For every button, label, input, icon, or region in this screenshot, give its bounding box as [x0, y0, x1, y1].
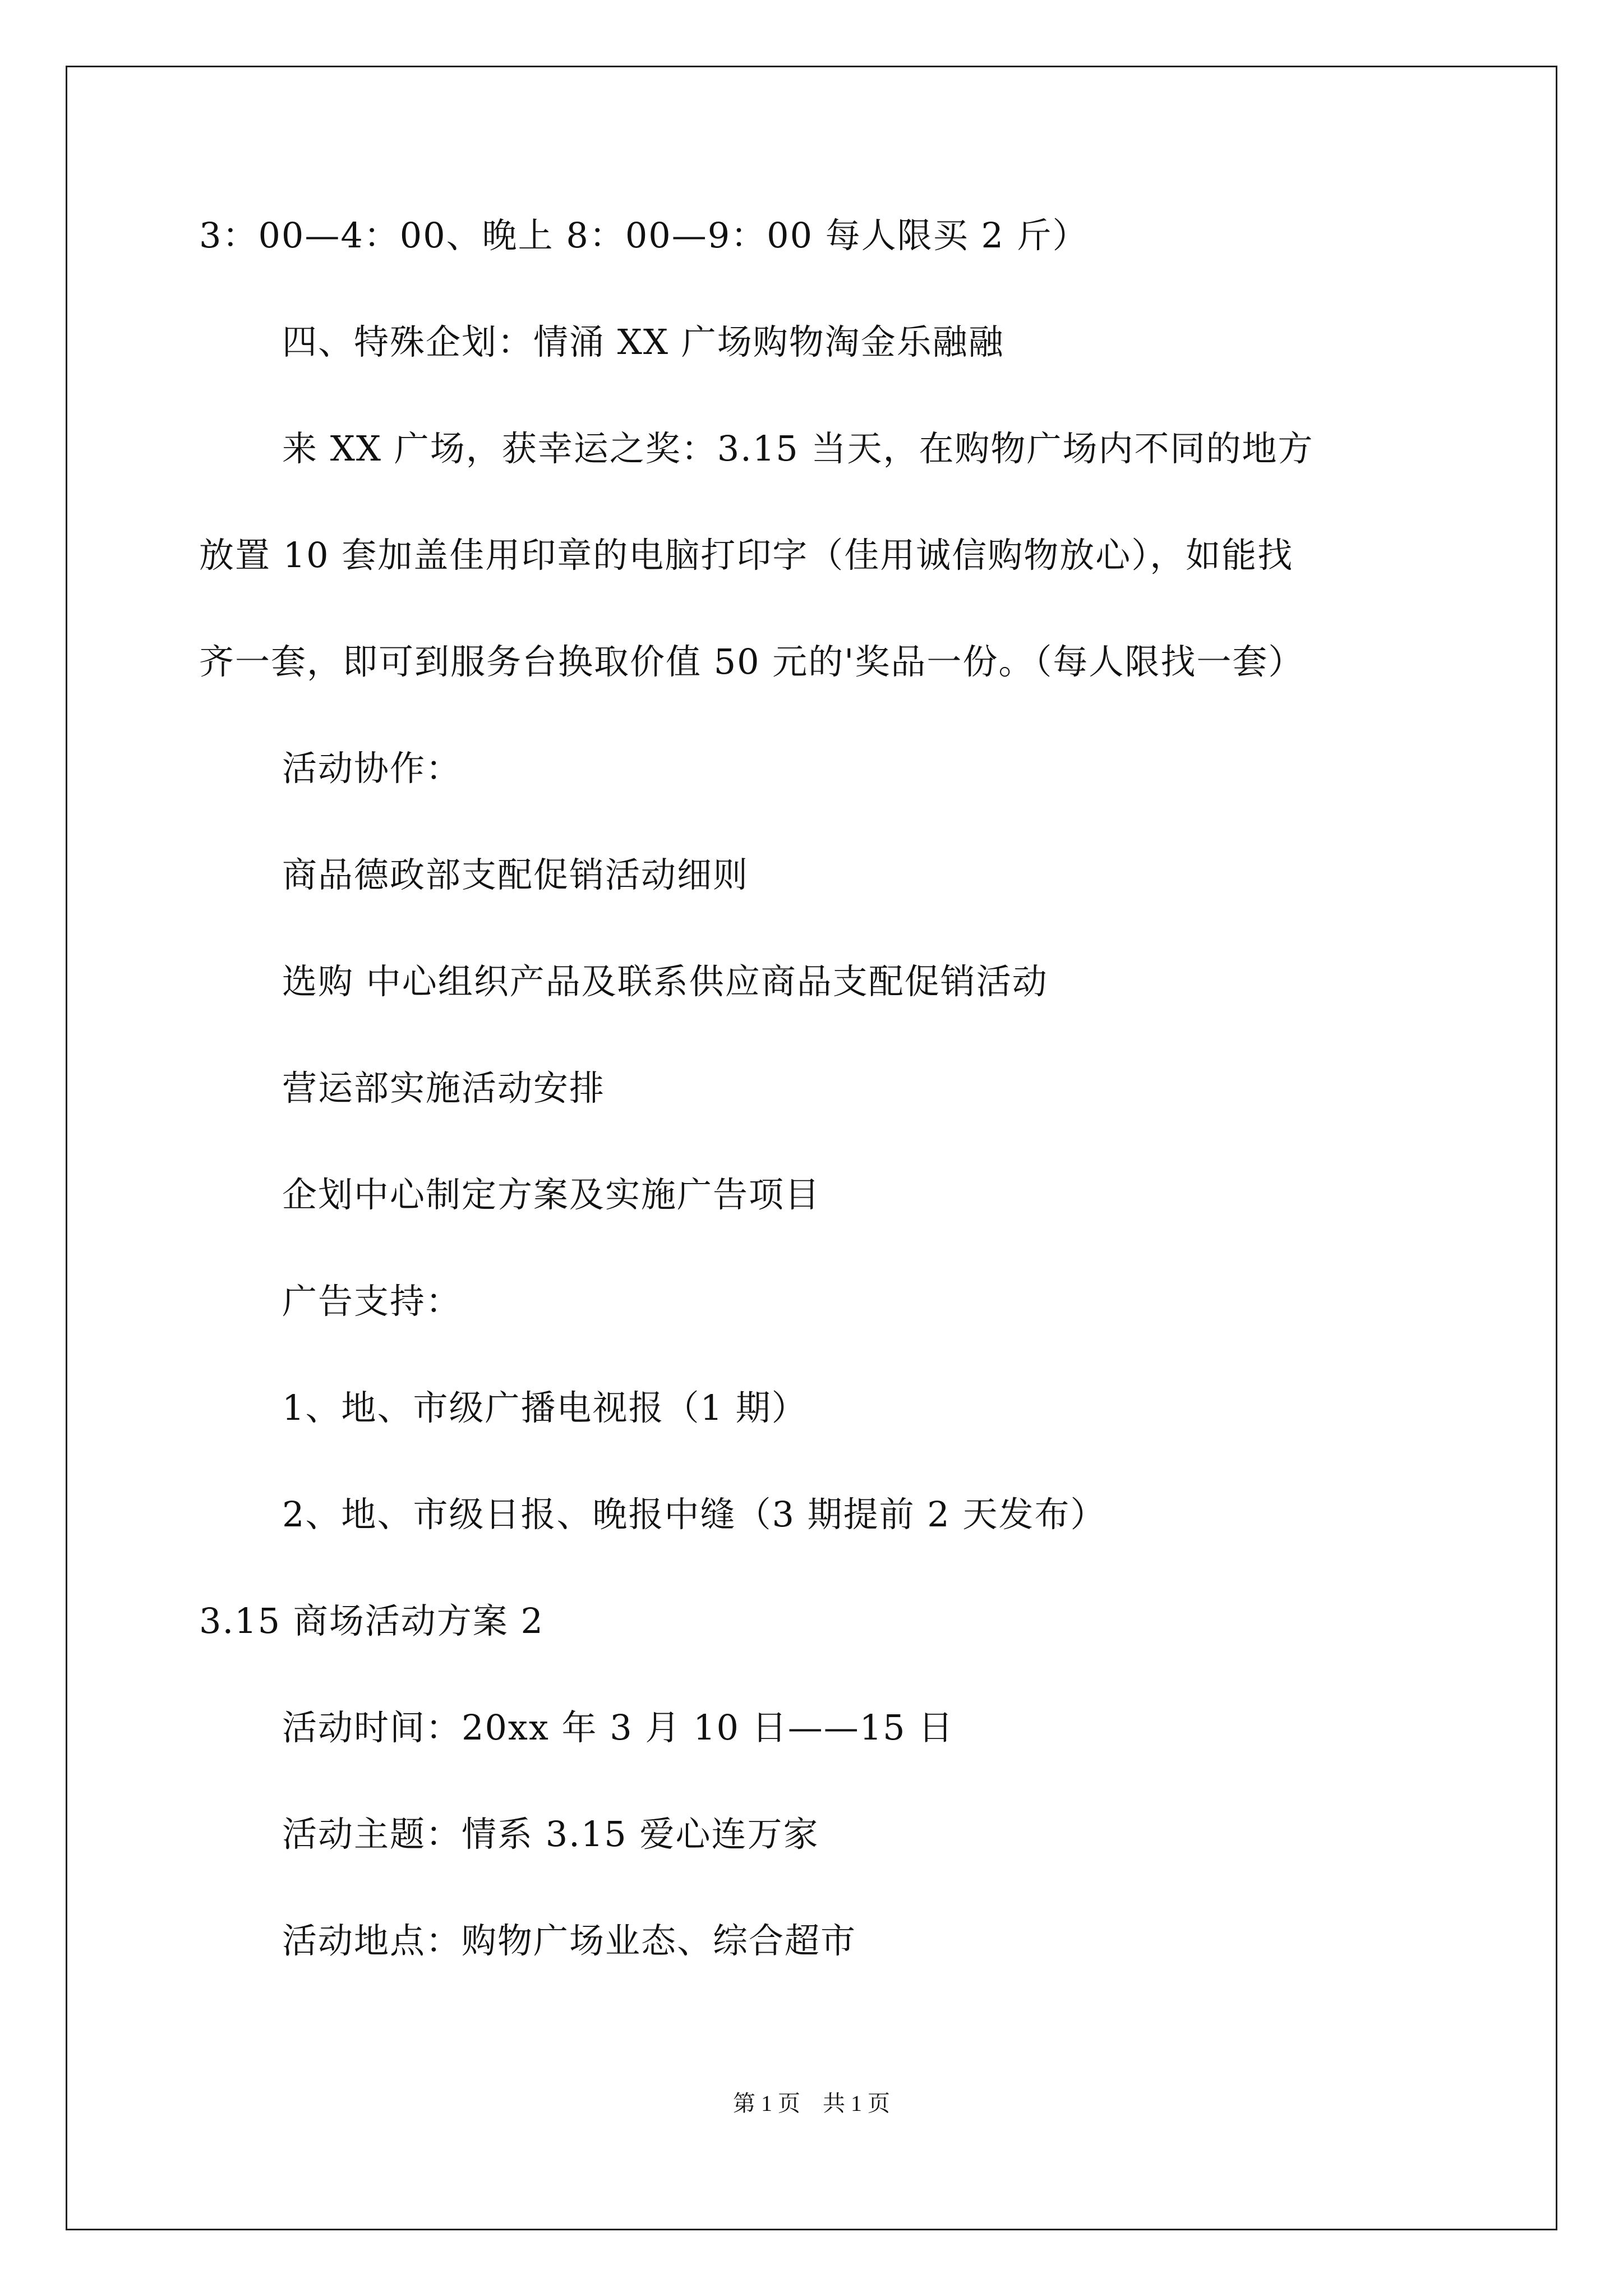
- text-line: 活动时间：20xx 年 3 月 10 日——15 日: [282, 1707, 955, 1748]
- text-line: 选购 中心组织产品及联系供应商品支配促销活动: [282, 961, 1048, 1002]
- text-line: 2、地、市级日报、晚报中缝（3 期提前 2 天发布）: [282, 1494, 1106, 1535]
- text-line: 四、特殊企划：情涌 XX 广场购物淘金乐融融: [282, 321, 1004, 362]
- text-line: 商品德政部支配促销活动细则: [282, 854, 749, 895]
- text-line: 广告支持：: [282, 1281, 462, 1322]
- text-line: 营运部实施活动安排: [282, 1068, 606, 1108]
- text-line: 活动地点：购物广场业态、综合超市: [282, 1920, 857, 1961]
- text-line: 活动主题：情系 3.15 爱心连万家: [282, 1814, 819, 1855]
- text-line: 企划中心制定方案及实施广告项目: [282, 1174, 821, 1215]
- text-line: 放置 10 套加盖佳用印章的电脑打印字（佳用诚信购物放心），如能找: [199, 535, 1294, 576]
- page-number-footer: 第 1 页 共 1 页: [733, 2091, 890, 2116]
- page-border: [66, 66, 1557, 2230]
- text-line: 活动协作：: [282, 748, 462, 789]
- text-line: 1、地、市级广播电视报（1 期）: [282, 1387, 808, 1428]
- section-heading: 3.15 商场活动方案 2: [199, 1600, 544, 1641]
- text-line: 来 XX 广场，获幸运之奖：3.15 当天，在购物广场内不同的地方: [282, 428, 1314, 469]
- text-line: 齐一套，即可到服务台换取价值 50 元的'奖品一份。（每人限找一套）: [199, 641, 1304, 682]
- text-line: 3：00—4：00、晚上 8：00—9：00 每人限买 2 斤）: [199, 215, 1089, 256]
